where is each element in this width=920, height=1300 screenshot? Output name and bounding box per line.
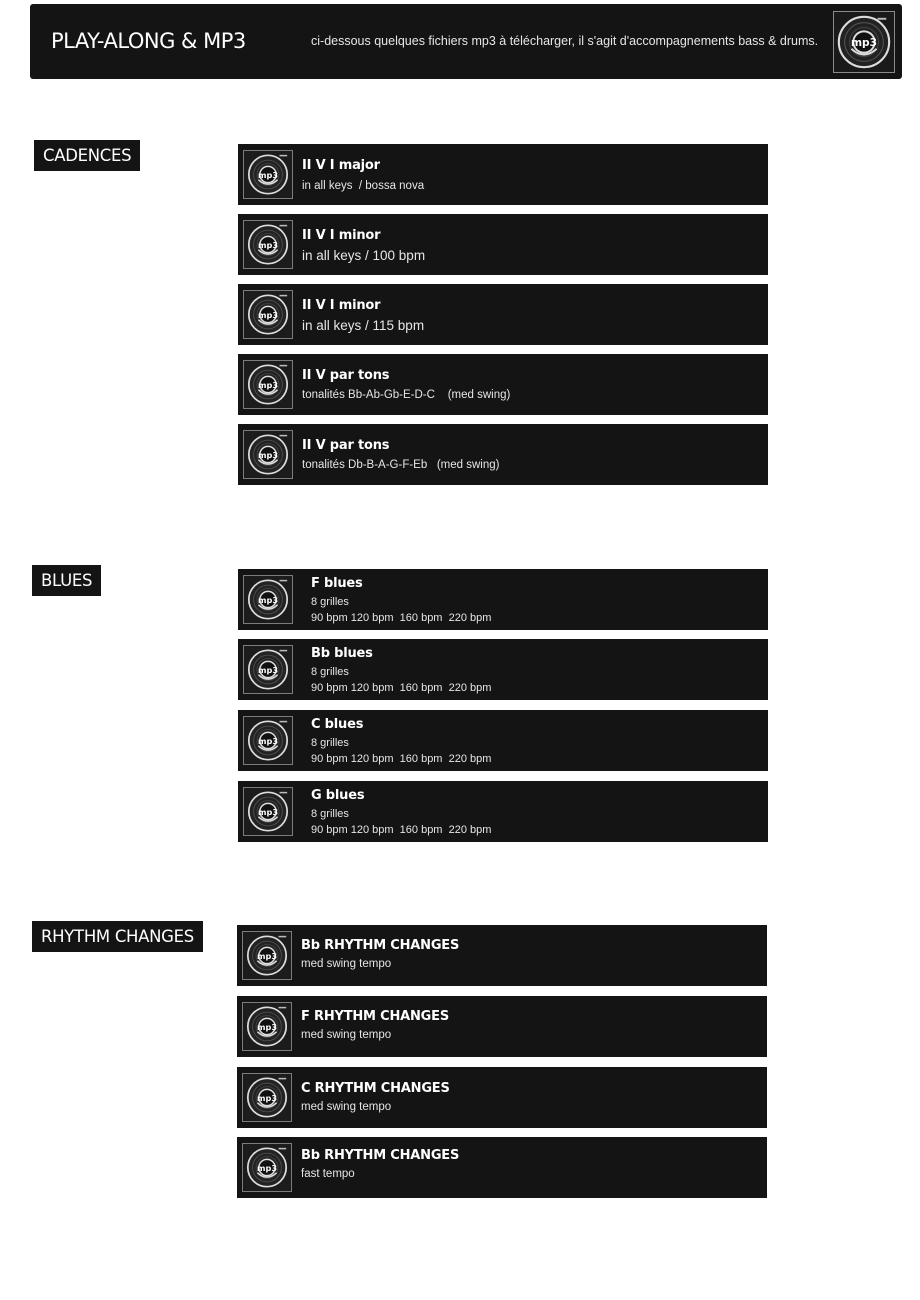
item-subtitle: tonalités Bb-Ab-Gb-E-D-C (med swing)	[302, 389, 511, 401]
svg-text:mp3: mp3	[257, 1162, 277, 1173]
item-title[interactable]: II V par tons	[302, 438, 390, 453]
mp3-icon[interactable]	[242, 1143, 292, 1192]
item-tempos[interactable]: 90 bpm 120 bpm 160 bpm 220 bpm	[311, 824, 492, 836]
item-title[interactable]: F RHYTHM CHANGES	[301, 1009, 449, 1024]
item-title[interactable]: Bb RHYTHM CHANGES	[301, 938, 460, 953]
download-item[interactable]	[237, 925, 767, 986]
item-subtitle: in all keys / 115 bpm	[302, 318, 425, 333]
section-label-cadences: CADENCES	[34, 140, 140, 171]
mp3-icon[interactable]	[243, 645, 293, 694]
section-label-blues: BLUES	[32, 565, 101, 596]
mp3-icon[interactable]	[243, 787, 293, 836]
item-subtitle: fast tempo	[301, 1168, 355, 1180]
item-title[interactable]: G blues	[311, 788, 365, 803]
download-item[interactable]	[237, 1067, 767, 1128]
mp3-icon[interactable]	[242, 1002, 292, 1051]
item-title[interactable]: II V par tons	[302, 368, 390, 383]
item-subtitle: 8 grilles	[311, 596, 349, 608]
item-tempos[interactable]: 90 bpm 120 bpm 160 bpm 220 bpm	[311, 753, 492, 765]
download-item[interactable]	[238, 569, 768, 630]
page-description: ci-dessous quelques fichiers mp3 à télécharger, il s'agit d'accompagnements bass & drums.	[311, 34, 819, 48]
mp3-icon[interactable]	[242, 1073, 292, 1122]
svg-text:mp3: mp3	[258, 806, 278, 817]
svg-text:mp3: mp3	[850, 35, 878, 49]
page-header	[30, 4, 902, 79]
mp3-disc-icon	[833, 11, 895, 73]
svg-text:mp3: mp3	[258, 449, 278, 460]
download-item[interactable]	[238, 214, 768, 275]
page-title: PLAY-ALONG & MP3	[51, 29, 246, 53]
download-item[interactable]	[238, 354, 768, 415]
item-title[interactable]: II V I major	[302, 158, 380, 173]
svg-text:mp3: mp3	[257, 950, 277, 961]
item-subtitle: 8 grilles	[311, 808, 349, 820]
item-title[interactable]: F blues	[311, 576, 363, 591]
download-item[interactable]	[238, 639, 768, 700]
svg-text:mp3: mp3	[258, 379, 278, 390]
item-subtitle: 8 grilles	[311, 666, 349, 678]
svg-text:mp3: mp3	[257, 1092, 277, 1103]
item-title[interactable]: C RHYTHM CHANGES	[301, 1081, 450, 1096]
download-item[interactable]	[237, 996, 767, 1057]
download-item[interactable]	[238, 710, 768, 771]
item-title[interactable]: II V I minor	[302, 228, 381, 243]
item-title[interactable]: Bb blues	[311, 646, 373, 661]
section-label-rhythm-changes: RHYTHM CHANGES	[32, 921, 203, 952]
download-item[interactable]	[237, 1137, 767, 1198]
mp3-icon[interactable]	[243, 360, 293, 409]
mp3-icon[interactable]	[243, 575, 293, 624]
item-title[interactable]: Bb RHYTHM CHANGES	[301, 1148, 460, 1163]
item-subtitle: in all keys / 100 bpm	[302, 248, 426, 263]
item-subtitle: 8 grilles	[311, 737, 349, 749]
mp3-icon[interactable]	[243, 290, 293, 339]
svg-text:mp3: mp3	[258, 735, 278, 746]
svg-text:mp3: mp3	[258, 309, 278, 320]
mp3-icon[interactable]	[243, 430, 293, 479]
item-subtitle: med swing tempo	[301, 1101, 392, 1113]
mp3-icon[interactable]	[242, 931, 292, 980]
item-title[interactable]: II V I minor	[302, 298, 381, 313]
svg-text:mp3: mp3	[258, 169, 278, 180]
mp3-icon[interactable]	[243, 150, 293, 199]
item-tempos[interactable]: 90 bpm 120 bpm 160 bpm 220 bpm	[311, 612, 492, 624]
item-subtitle: med swing tempo	[301, 958, 392, 970]
download-item[interactable]	[238, 781, 768, 842]
download-item[interactable]	[238, 144, 768, 205]
item-subtitle: tonalités Db-B-A-G-F-Eb (med swing)	[302, 459, 500, 471]
item-subtitle: in all keys / bossa nova	[302, 180, 425, 192]
item-tempos[interactable]: 90 bpm 120 bpm 160 bpm 220 bpm	[311, 682, 492, 694]
svg-text:mp3: mp3	[258, 594, 278, 605]
mp3-icon[interactable]	[243, 716, 293, 765]
item-title[interactable]: C blues	[311, 717, 364, 732]
download-item[interactable]	[238, 424, 768, 485]
svg-text:mp3: mp3	[258, 239, 278, 250]
mp3-icon[interactable]	[243, 220, 293, 269]
download-item[interactable]	[238, 284, 768, 345]
svg-text:mp3: mp3	[257, 1021, 277, 1032]
item-subtitle: med swing tempo	[301, 1029, 392, 1041]
svg-text:mp3: mp3	[258, 664, 278, 675]
